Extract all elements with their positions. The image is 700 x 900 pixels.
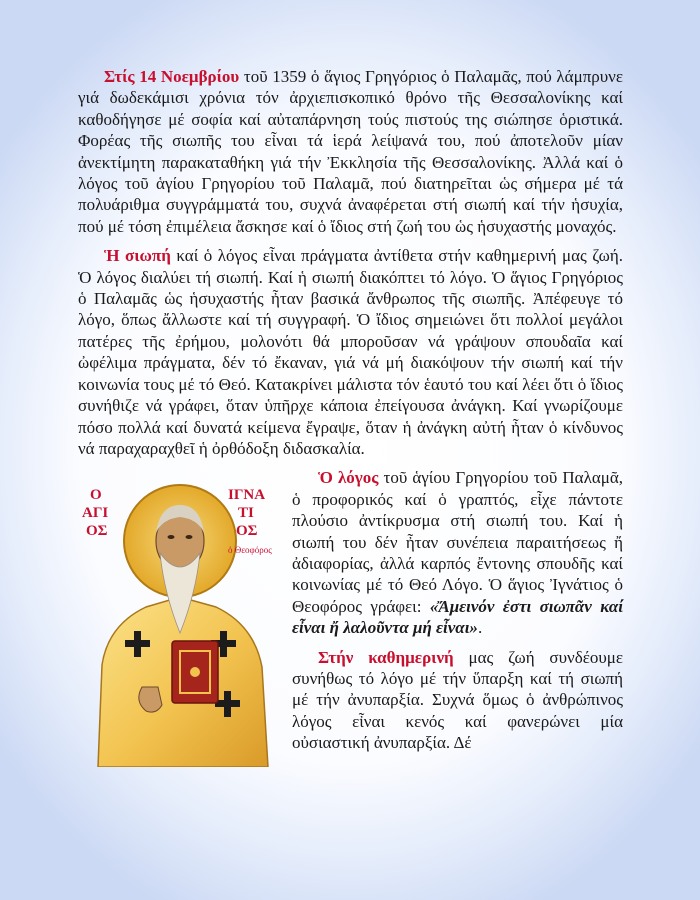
quotation: «Ἄμεινόν ἐστι σιωπᾶν καί εἶναι ἤ λαλοῦντα μή εἶναι» <box>292 596 624 638</box>
inscription-right-line: ΤΙ <box>238 505 254 522</box>
icon-text-section <box>78 467 623 767</box>
paragraph-2 <box>78 245 623 459</box>
inscription-left-line: Ο <box>90 487 102 504</box>
paragraph-1 <box>78 66 623 237</box>
paragraph-text: καί ὁ λόγος εἶναι πράγματα ἀντίθετα στήν καθημερινή μας ζωή. Ὁ λόγος διαλύει τή σιωπή. Καί ἡ σιωπή διακόπτει τό λόγο. Ὁ ἅγιος Γρηγόριος ὁ Παλαμᾶς ὡς ἡσυχαστής ἦταν βασικά ἄνθρωπος τῆς σιωπῆς. Ἀπέφευγε τό λόγο, ὅπως ἄλλωστε καί τή συγγραφή. Ὁ ἴδιος σημειώνει ὅτι πολλοί μεγάλοι πατέρες τῆς ἐρήμου, μολονότι θά μποροῦσαν νά γράψουν σπουδαῖα καί ὠφέλιμα πράγματα, δέν τό ἔκαναν, γιά νά μή διακόψουν τήν σιωπή καί τήν κοινωνία τους μέ τό Θεό. Κατακρίνει μάλιστα τόν ἑαυτό του καί λέει ὅτι ὁ ἴδιος συνήθιζε νά γράφει, ὅταν ὑπῆρχε κάποια ἐπείγουσα ἀνάγκη. Καί γνωρίζουμε πόσο πολλά καί δυνατά κείμενα ἔγραψε, ὅταν ἡ ἀνάγκη αὐτή ἦταν ὁ κίνδυνος νά παραχαραχθεῖ ἡ ὀρθόδοξη διδασκαλία. <box>78 246 624 458</box>
inscription-right-line: ΟΣ <box>236 523 258 540</box>
icon-illustration <box>76 475 284 767</box>
paragraph-lead: Στίς 14 Νοεμβρίου <box>104 67 240 86</box>
paragraph-text: τοῦ 1359 ὁ ἅγιος Γρηγόριος ὁ Παλαμᾶς, πού λάμπρυνε γιά δωδεκάμισι χρόνια τόν ἀρχιεπισκοπικό θρόνο τῆς Θεσσαλονίκης καί καθοδήγησε μέ σοφία καί αὐταπάρνηση τούς πιστούς της σιώπησε ὁριστικά. Φορέας τῆς σιωπῆς του εἶναι τά ἱερά λείψανά του, πού ἀποτελοῦν μίαν ἀνεκτίμητη παρακαταθήκη γιά τήν Ἐκκλησία τῆς Θεσσαλονίκης. Ἀλλά καί ὁ λόγος τοῦ ἁγίου Γρηγορίου τοῦ Παλαμᾶ, πού διατηρεῖται ὡς σήμερα μέ τά πολυάριθμα συγγράμματά του, συχνά ἀναφέρεται στή σιωπή καί τήν ἡσυχία, πού μέ τόση ἐπιμέλεια ἄσκησε καί ὁ ἴδιος στή ζωή του ὡς ἡσυχαστής μοναχός. <box>78 67 623 236</box>
paragraph-text: τοῦ ἁγίου Γρηγορίου τοῦ Παλαμᾶ, ὁ προφορικός καί ὁ γραπτός, εἶχε πάντοτε πλούσιο ἀντίκρυσμα στή σιωπή του. Καί ἡ σιωπή του δέν ἦταν συνέπεια παραιτήσεως ἤ ἀδιαφορίας, ἀλλά καρπός ἔντονης σπουδῆς καί κοινωνίας μέ τό Θεό Λόγο. Ὁ ἅγιος Ἰγνάτιος ὁ Θεοφόρος γράφει: <box>292 468 624 616</box>
inscription-left-line: ΑΓΙ <box>82 505 109 522</box>
paragraph-tail: . <box>477 618 483 638</box>
inscription-left-line: ΟΣ <box>86 523 108 540</box>
inscription-epithet: ὁ Θεοφόρος <box>228 545 272 556</box>
paragraph-lead: Στήν καθημερινή <box>318 647 454 667</box>
article-body <box>78 66 623 767</box>
paragraph-lead: Ἡ σιωπή <box>104 246 171 266</box>
paragraph-lead: Ὁ λόγος <box>318 468 379 488</box>
paragraph-text: μας ζωή συνδέουμε συνήθως τό λόγο μέ τήν ὕπαρξη καί τή σιωπή μέ τήν ἀνυπαρξία. Συχνά ὅμως ὁ ἀνθρώπινος λόγος εἶναι κενός καί φανερώνει μία οὐσιαστική ἀνυπαρξία. Δέ <box>292 647 624 753</box>
saint-ignatius-icon <box>76 475 284 767</box>
inscription-right-line: ΙΓΝΑ <box>228 487 266 504</box>
